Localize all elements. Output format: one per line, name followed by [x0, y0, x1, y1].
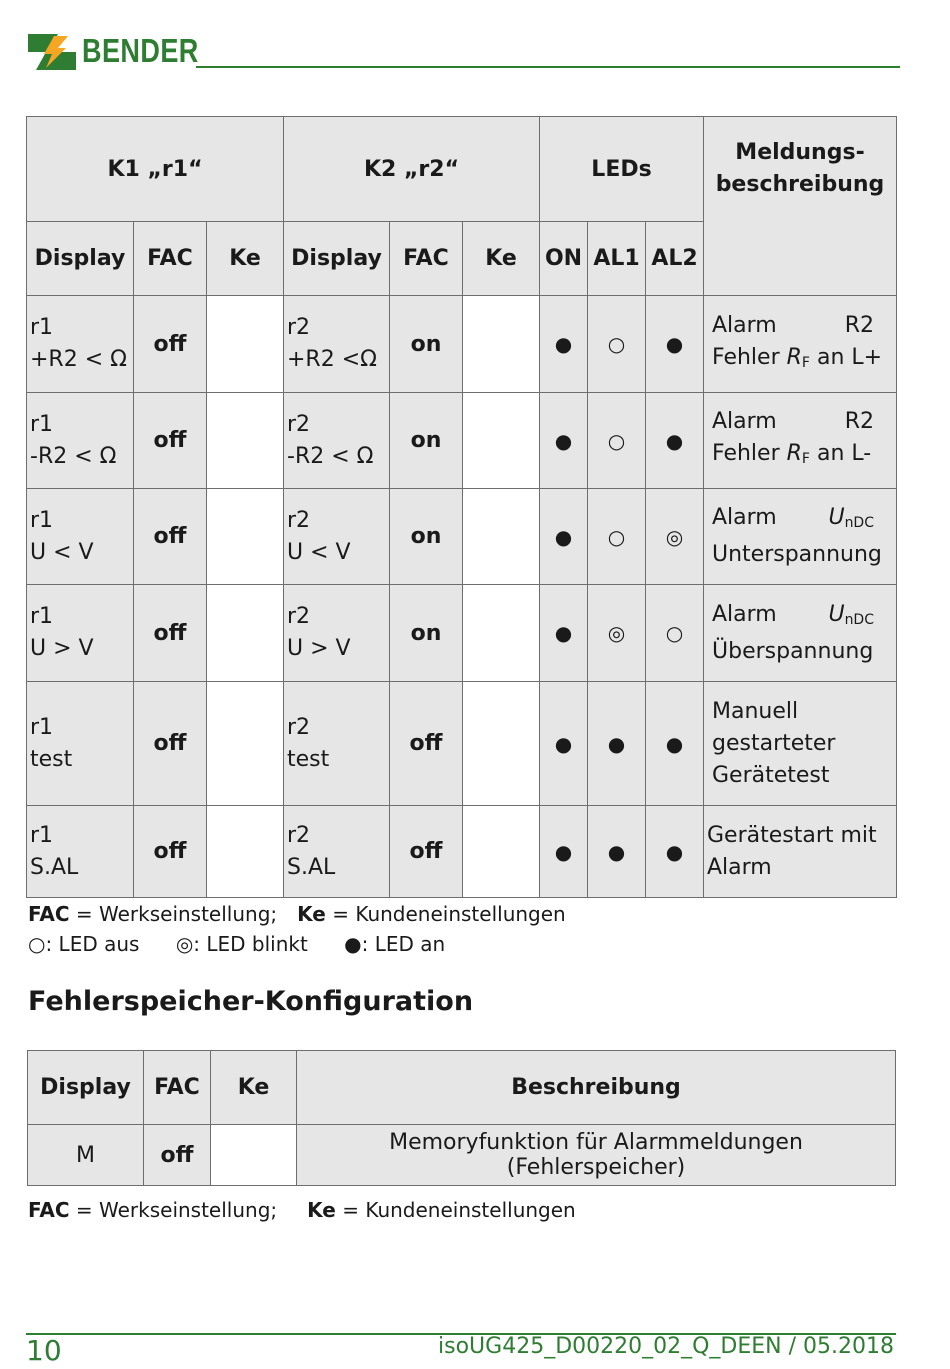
led-legend: ○: LED aus ◎: LED blinkt ●: LED an	[28, 932, 446, 956]
led-al2-indicator: ●	[646, 296, 704, 393]
led-al2-indicator: ○	[646, 585, 704, 682]
k2-display-cell: r2 S.AL	[284, 806, 390, 898]
brand-name: BENDER	[82, 32, 199, 69]
k1-display-cell: r1 test	[27, 682, 134, 806]
led-on-icon: ●	[344, 932, 362, 956]
led-al2-indicator: ●	[646, 806, 704, 898]
col-header-led-on: ON	[540, 222, 588, 296]
k1-fac-cell: off	[134, 489, 207, 585]
led-al1-indicator: ○	[588, 393, 646, 489]
k2-ke-cell	[463, 585, 540, 682]
table-row	[27, 682, 897, 806]
k2-display-cell: r2 U < V	[284, 489, 390, 585]
table-row	[27, 296, 897, 393]
bender-logo-icon	[28, 34, 76, 70]
col-header-ke: Ke	[211, 1051, 297, 1125]
led-on-indicator: ●	[540, 806, 588, 898]
k1-ke-cell	[207, 393, 284, 489]
group-header-description: Meldungs- beschreibung	[704, 117, 897, 296]
table-row	[27, 489, 897, 585]
group-header-leds: LEDs	[540, 117, 704, 222]
table-row	[27, 393, 897, 489]
abbreviation-note: FAC = Werkseinstellung; Ke = Kundeneinstellungen	[28, 1198, 576, 1222]
led-on-indicator: ●	[540, 682, 588, 806]
col-header-description: Beschreibung	[297, 1051, 896, 1125]
col-header-display: Display	[27, 222, 134, 296]
k2-display-cell: r2 -R2 < Ω	[284, 393, 390, 489]
k2-fac-cell: off	[390, 806, 463, 898]
led-al1-indicator: ○	[588, 296, 646, 393]
table-row	[27, 585, 897, 682]
led-on-indicator: ●	[540, 296, 588, 393]
col-header-display: Display	[284, 222, 390, 296]
led-blink-icon: ◎	[175, 932, 194, 956]
led-off-icon: ○:	[28, 932, 53, 956]
document-id: isoUG425_D00220_02_Q_DEEN / 05.2018	[438, 1334, 894, 1359]
col-header-fac: FAC	[390, 222, 463, 296]
k1-fac-cell: off	[134, 296, 207, 393]
k1-ke-cell	[207, 806, 284, 898]
message-description: Alarm $U_{nDC}$ Überspannung	[704, 585, 897, 682]
k2-display-cell: r2 U > V	[284, 585, 390, 682]
ke-cell	[211, 1125, 297, 1186]
fault-memory-table	[27, 1050, 896, 1186]
k1-ke-cell	[207, 489, 284, 585]
col-header-display: Display	[28, 1051, 144, 1125]
led-al2-indicator: ●	[646, 393, 704, 489]
k2-display-cell: r2 test	[284, 682, 390, 806]
k2-ke-cell	[463, 806, 540, 898]
k1-fac-cell: off	[134, 682, 207, 806]
k2-fac-cell: on	[390, 585, 463, 682]
message-description: Alarm R2 Fehler $R_F$ an L+	[704, 296, 897, 393]
message-description: Alarm $U_{nDC}$ Unterspannung	[704, 489, 897, 585]
message-description: Manuell gestarteter Gerätetest	[704, 682, 897, 806]
led-al1-indicator: ●	[588, 682, 646, 806]
led-al2-indicator: ●	[646, 682, 704, 806]
k1-fac-cell: off	[134, 806, 207, 898]
k2-ke-cell	[463, 682, 540, 806]
k1-fac-cell: off	[134, 393, 207, 489]
k2-ke-cell	[463, 296, 540, 393]
k2-fac-cell: off	[390, 682, 463, 806]
k1-ke-cell	[207, 585, 284, 682]
table-row	[28, 1125, 896, 1186]
k2-display-cell: r2 +R2 <Ω	[284, 296, 390, 393]
display-cell: M	[28, 1125, 144, 1186]
k1-display-cell: r1 +R2 < Ω	[27, 296, 134, 393]
fac-cell: off	[144, 1125, 211, 1186]
section-title: Fehlerspeicher-Konfiguration	[28, 986, 474, 1017]
k1-display-cell: r1 U > V	[27, 585, 134, 682]
group-header-k2: K2 „r2“	[284, 117, 540, 222]
page-number: 10	[26, 1334, 62, 1367]
k2-fac-cell: on	[390, 393, 463, 489]
led-on-indicator: ●	[540, 489, 588, 585]
k2-ke-cell	[463, 489, 540, 585]
led-al1-indicator: ◎	[588, 585, 646, 682]
col-header-led-al2: AL2	[646, 222, 704, 296]
led-al1-indicator: ●	[588, 806, 646, 898]
led-al1-indicator: ○	[588, 489, 646, 585]
k1-fac-cell: off	[134, 585, 207, 682]
col-header-ke: Ke	[463, 222, 540, 296]
relay-config-table	[26, 116, 897, 898]
k1-display-cell: r1 U < V	[27, 489, 134, 585]
description-cell: Memoryfunktion für Alarmmeldungen (Fehlerspeicher)	[297, 1125, 896, 1186]
group-header-k1: K1 „r1“	[27, 117, 284, 222]
led-al2-indicator: ◎	[646, 489, 704, 585]
k1-display-cell: r1 -R2 < Ω	[27, 393, 134, 489]
abbreviation-note: FAC = Werkseinstellung; Ke = Kundeneinstellungen	[28, 902, 566, 926]
led-on-indicator: ●	[540, 393, 588, 489]
col-header-ke: Ke	[207, 222, 284, 296]
k1-ke-cell	[207, 682, 284, 806]
k2-fac-cell: on	[390, 489, 463, 585]
col-header-fac: FAC	[144, 1051, 211, 1125]
col-header-fac: FAC	[134, 222, 207, 296]
k1-display-cell: r1 S.AL	[27, 806, 134, 898]
message-description: Gerätestart mit Alarm	[704, 806, 897, 898]
table-row	[27, 806, 897, 898]
header-rule	[196, 66, 900, 68]
col-header-led-al1: AL1	[588, 222, 646, 296]
k2-fac-cell: on	[390, 296, 463, 393]
message-description: Alarm R2 Fehler $R_F$ an L-	[704, 393, 897, 489]
led-on-indicator: ●	[540, 585, 588, 682]
page-header	[28, 28, 900, 78]
k1-ke-cell	[207, 296, 284, 393]
k2-ke-cell	[463, 393, 540, 489]
